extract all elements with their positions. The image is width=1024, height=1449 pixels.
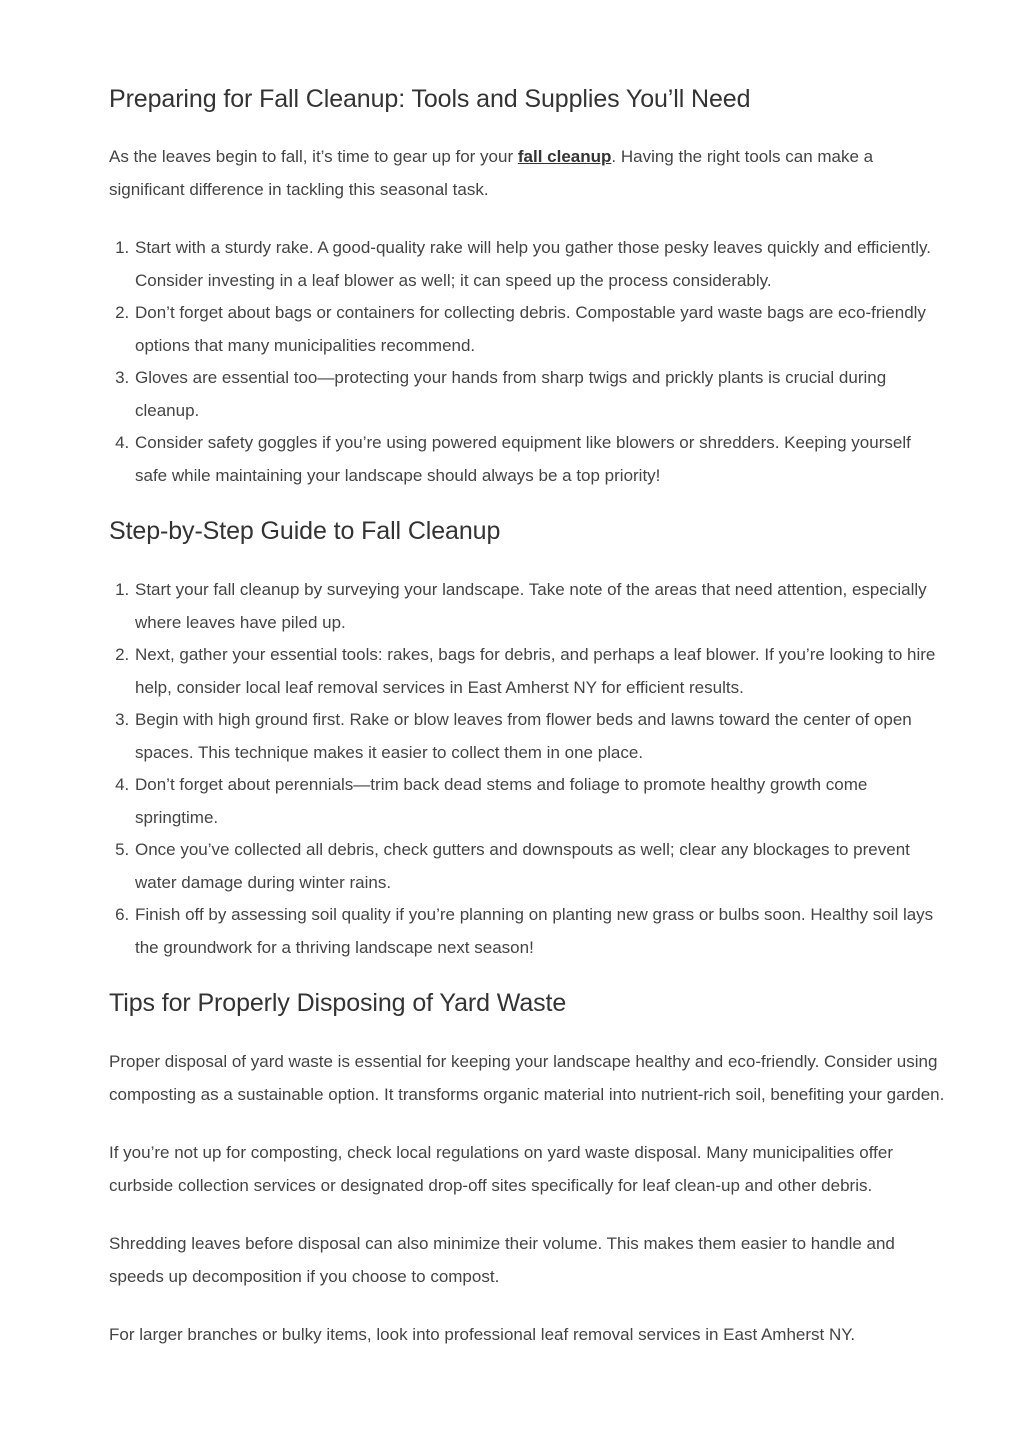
- fall-cleanup-link[interactable]: fall cleanup: [517, 147, 612, 166]
- disposal-paragraph: Proper disposal of yard waste is essential for keeping your landscape healthy and eco-friendly. Consider using composting as a sustainable option. It transforms organic material into nutrient-rich soil, benefiting your garden.: [109, 1052, 945, 1104]
- list-item: 4. Consider safety goggles if you’re using powered equipment like blowers or shredders. Keeping yourself safe while maintaining your landscape should always be a top priority!: [134, 427, 945, 492]
- list-item: 3. Begin with high ground first. Rake or blow leaves from flower beds and lawns toward the center of open spaces. This technique makes it easier to collect them in one place.: [134, 704, 945, 769]
- list-item: 6. Finish off by assessing soil quality if you’re planning on planting new grass or bulbs soon. Healthy soil lays the groundwork for a thriving landscape next season!: [134, 899, 945, 964]
- disposal-paragraph: If you’re not up for composting, check local regulations on yard waste disposal. Many municipalities offer curbside collection services or designated drop-off sites specifically for leaf clean-up and other debris.: [109, 1143, 893, 1195]
- article-body: [109, 0, 945, 1352]
- list-item: 1. Start with a sturdy rake. A good-quality rake will help you gather those pesky leaves quickly and efficiently. Consider investing in a leaf blower as well; it can speed up the process considerably.: [134, 232, 945, 297]
- guide-steps-list: [109, 574, 945, 964]
- tools-list: [109, 232, 945, 492]
- tools-intro-paragraph: [109, 141, 945, 206]
- list-item: 2. Next, gather your essential tools: rakes, bags for debris, and perhaps a leaf blower. If you’re looking to hire help, consider local leaf removal services in East Amherst NY for efficient results.: [134, 639, 945, 704]
- list-item: 5. Once you’ve collected all debris, check gutters and downspouts as well; clear any blockages to prevent water damage during winter rains.: [134, 834, 945, 899]
- list-item: 4. Don’t forget about perennials—trim back dead stems and foliage to promote healthy growth come springtime.: [134, 769, 945, 834]
- intro-text-after-link: . Having the right tools can make a significant difference in tackling this seasonal task.: [109, 147, 874, 199]
- guide-heading: Step-by-Step Guide to Fall Cleanup: [109, 517, 501, 545]
- disposal-paragraph: For larger branches or bulky items, look into professional leaf removal services in East Amherst NY.: [109, 1325, 856, 1344]
- disposal-paragraph: Shredding leaves before disposal can also minimize their volume. This makes them easier to handle and speeds up decomposition if you choose to compost.: [109, 1234, 895, 1286]
- tools-heading: Preparing for Fall Cleanup: Tools and Supplies You’ll Need: [109, 85, 751, 113]
- disposal-heading: Tips for Properly Disposing of Yard Waste: [109, 989, 567, 1017]
- list-item: 2. Don’t forget about bags or containers for collecting debris. Compostable yard waste bags are eco-friendly options that many municipalities recommend.: [134, 297, 945, 362]
- intro-text-before-link: As the leaves begin to fall, it’s time to gear up for your: [109, 147, 518, 166]
- list-item: 3. Gloves are essential too—protecting your hands from sharp twigs and prickly plants is crucial during cleanup.: [134, 362, 945, 427]
- list-item: 1. Start your fall cleanup by surveying your landscape. Take note of the areas that need attention, especially where leaves have piled up.: [134, 574, 945, 639]
